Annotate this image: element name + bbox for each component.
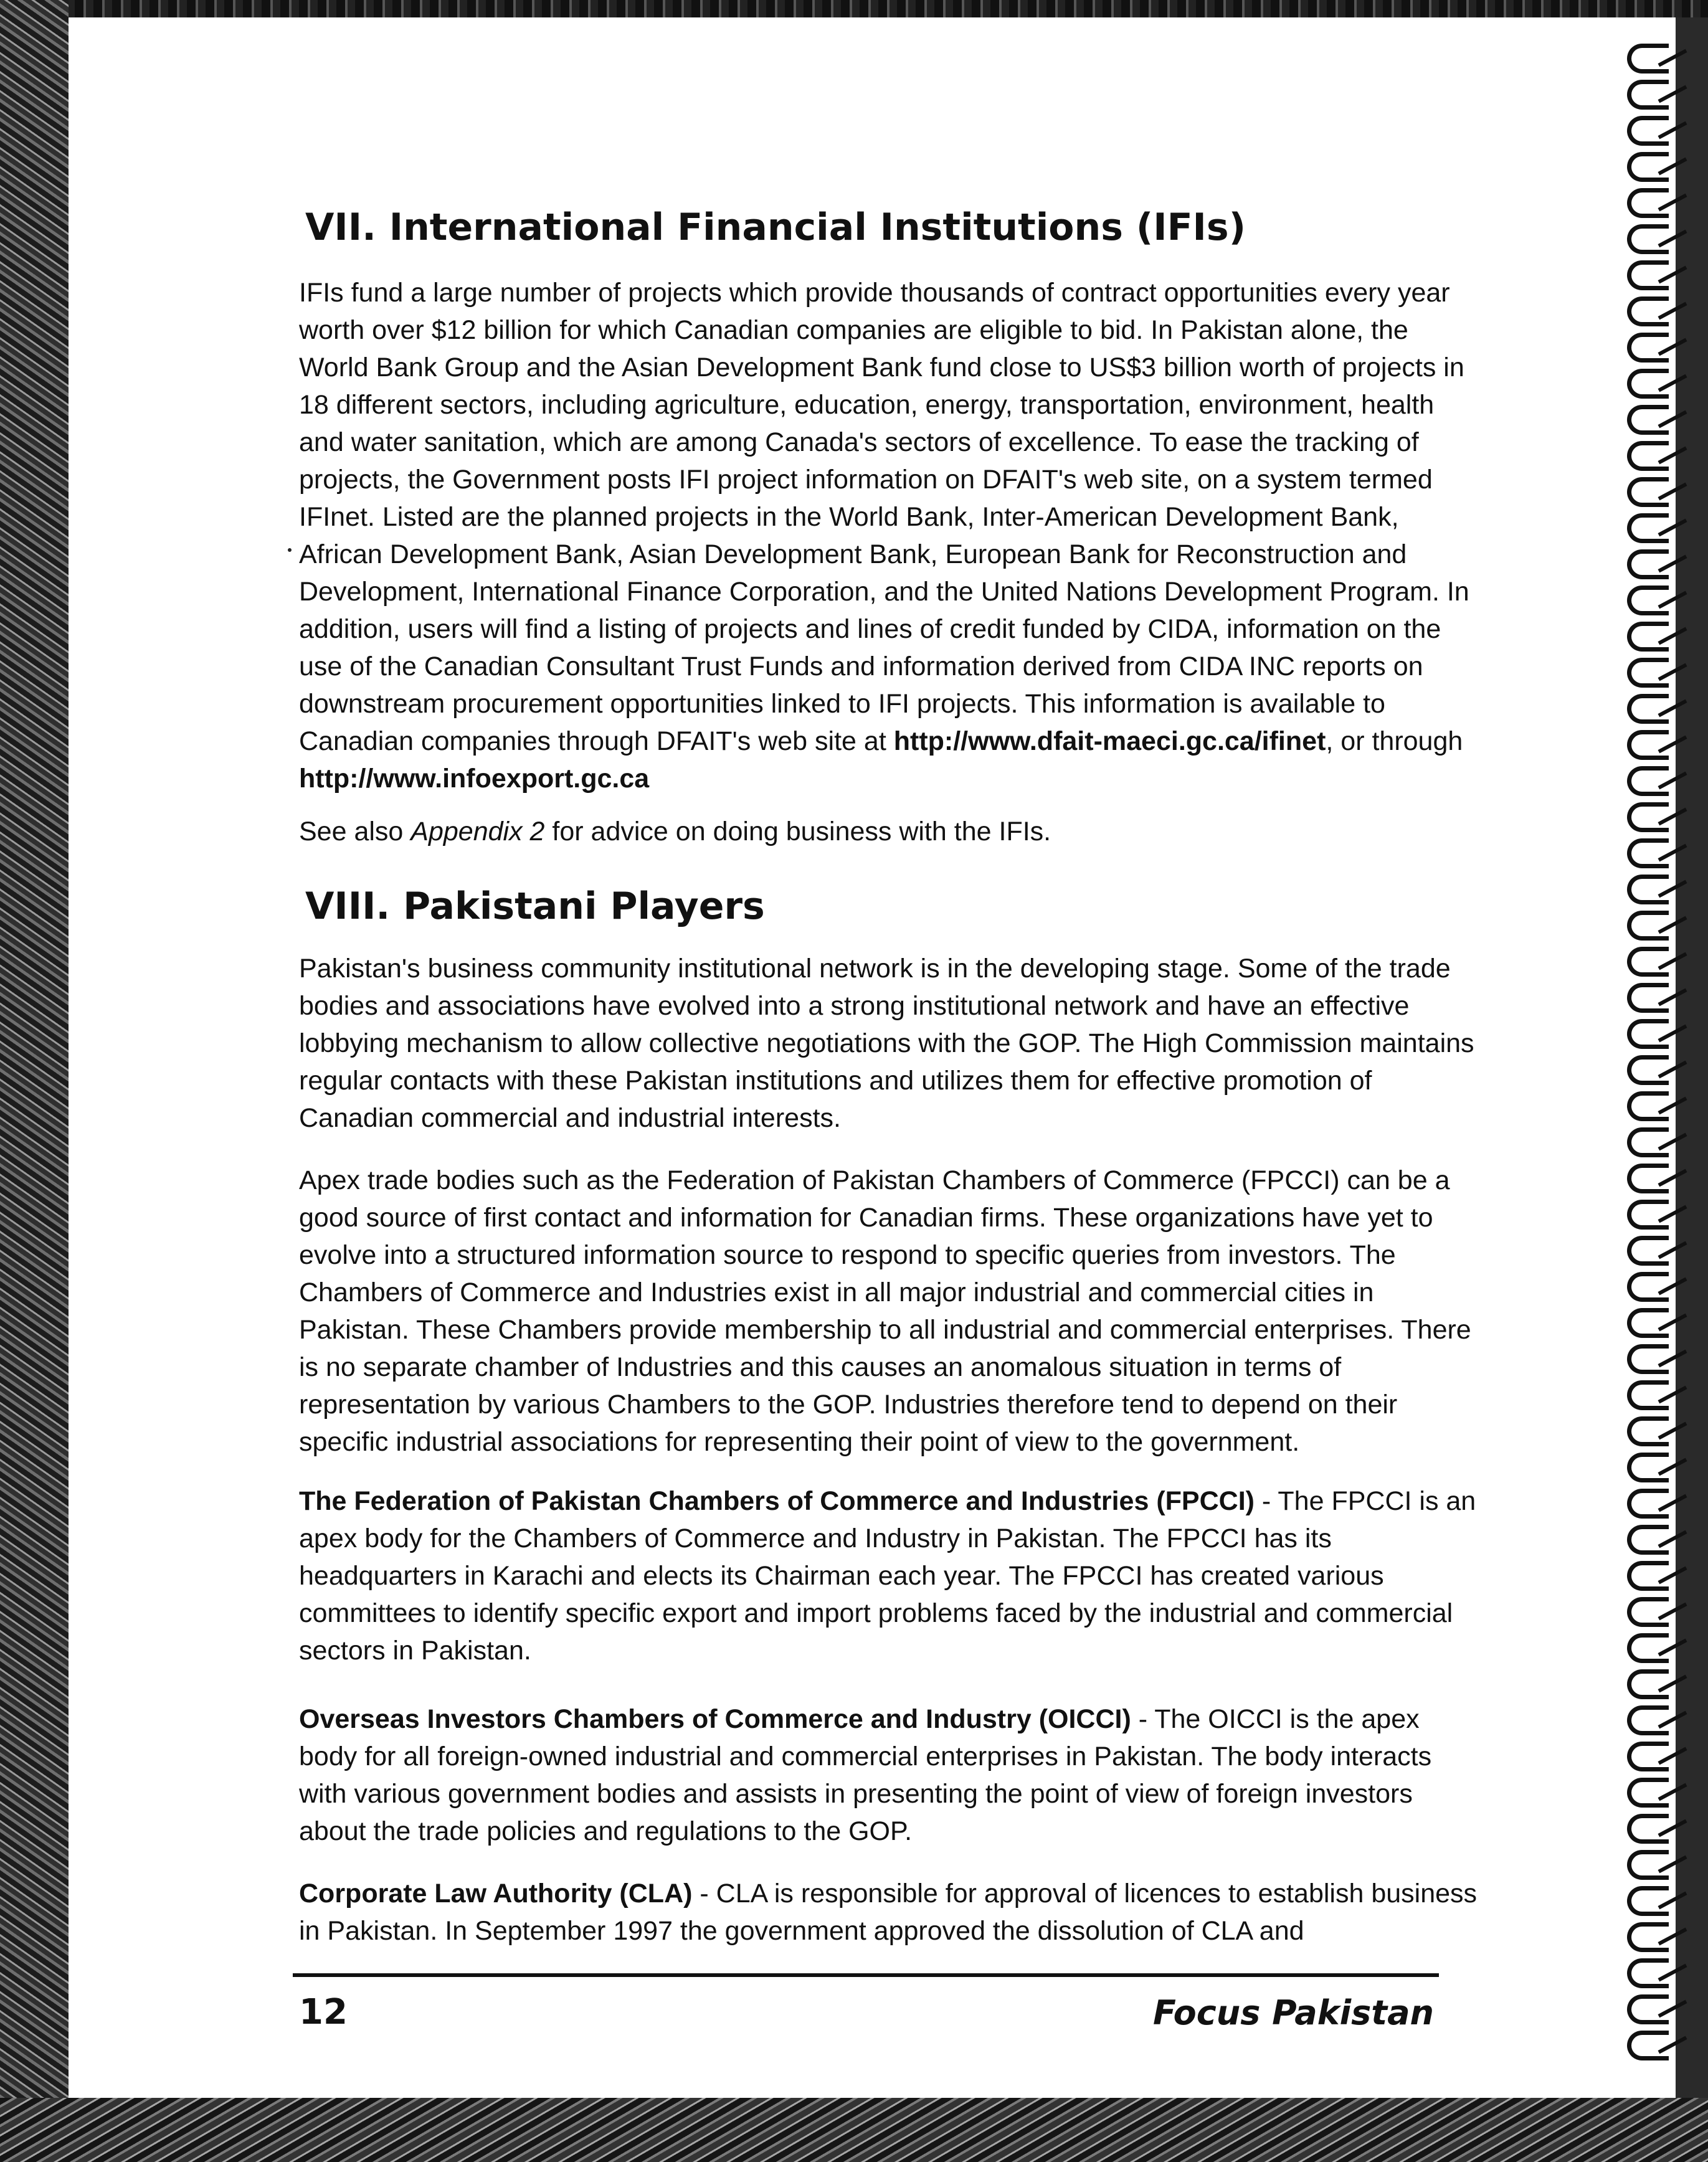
spiral-coil (1627, 1525, 1669, 1555)
section-heading-pakistani-players: VIII. Pakistani Players (305, 884, 765, 928)
ifi-see-also (299, 813, 1483, 850)
spiral-coil (1627, 1344, 1669, 1374)
spiral-coil (1627, 333, 1669, 363)
spiral-coil (1627, 1236, 1669, 1266)
spiral-coil (1627, 1091, 1669, 1121)
players-paragraph-1: Pakistan's business community institutional network is in the developing stage. Some of the trade bodies and associations have evolved into a strong institutional network and have an effective lobbying mechanism to allow collective negotiations with the GOP. The High Commission maintains regular contacts with these Pakistan institutions and utilizes them for effective promotion of Canadian commercial and industrial interests. (299, 954, 1474, 1133)
spiral-coil (1627, 1633, 1669, 1663)
spiral-coil (1627, 694, 1669, 724)
spiral-coil (1627, 1922, 1669, 1952)
spiral-coil (1627, 802, 1669, 832)
spiral-coil (1627, 1669, 1669, 1699)
spiral-coil (1627, 44, 1669, 73)
spiral-coil (1627, 658, 1669, 688)
spiral-coil (1627, 1019, 1669, 1049)
spiral-coil (1627, 188, 1669, 218)
spiral-coil (1627, 1416, 1669, 1446)
spiral-coil (1627, 730, 1669, 760)
publication-title: Focus Pakistan (1152, 1993, 1434, 2032)
spiral-coil (1627, 983, 1669, 1013)
spiral-coil (1627, 947, 1669, 977)
spiral-coil (1627, 766, 1669, 796)
spiral-coil (1627, 1994, 1669, 2024)
spiral-coil (1627, 1778, 1669, 1808)
spiral-coil (1627, 1814, 1669, 1844)
spiral-coil (1627, 1597, 1669, 1627)
spiral-binding (1608, 19, 1702, 2099)
spiral-coil (1627, 224, 1669, 254)
spiral-coil (1627, 586, 1669, 615)
spiral-coil (1627, 1308, 1669, 1338)
ifinet-link[interactable]: http://www.dfait-maeci.gc.ca/ifinet (893, 726, 1326, 756)
cla-text: - CLA is responsible for approval of licences to establish business in Pakistan. In September 1997 the government approved the dissolution of CLA and (299, 1879, 1478, 1946)
spiral-coil (1627, 369, 1669, 399)
spiral-coil (1627, 1453, 1669, 1482)
spiral-coil (1627, 152, 1669, 182)
spiral-coil (1627, 1127, 1669, 1157)
spiral-coil (1627, 477, 1669, 507)
fpcci-text: - The FPCCI is an apex body for the Chambers of Commerce and Industry in Pakistan. The FPCCI has its headquarters in Karachi and elects its Chairman each year. The FPCCI has created various committees to identify specific export and import problems faced by the industrial and commercial sectors in Pakistan. (299, 1486, 1476, 1666)
ifi-paragraph (299, 274, 1483, 797)
fpcci-term: The Federation of Pakistan Chambers of Commerce and Industries (FPCCI) (299, 1486, 1255, 1516)
scan-border-top (0, 0, 1708, 17)
spiral-coil (1627, 296, 1669, 326)
oicci-text: - The OICCI is the apex body for all foreign-owned industrial and commercial enterprises in Pakistan. The body interacts with various government bodies and assists in presenting the point of view of foreign investors about the trade policies and regulations to the GOP. (299, 1704, 1432, 1846)
footer-rule (293, 1973, 1439, 1977)
spiral-coil (1627, 1164, 1669, 1193)
see-also-suffix: for advice on doing business with the IFIs. (544, 817, 1051, 846)
cla-term: Corporate Law Authority (CLA) (299, 1879, 693, 1908)
fpcci-entry (299, 1482, 1483, 1669)
spiral-coil (1627, 260, 1669, 290)
spiral-coil (1627, 1380, 1669, 1410)
spiral-coil (1627, 1055, 1669, 1085)
spiral-coil (1627, 405, 1669, 435)
scan-border-left (0, 0, 69, 2162)
spiral-coil (1627, 1886, 1669, 1916)
spiral-coil (1627, 1958, 1669, 1988)
ifi-link-joiner: , or through (1326, 726, 1463, 756)
spiral-coil (1627, 441, 1669, 471)
oicci-term: Overseas Investors Chambers of Commerce and Industry (OICCI) (299, 1704, 1131, 1734)
spiral-coil (1627, 1561, 1669, 1591)
spiral-coil (1627, 1742, 1669, 1771)
spiral-coil (1627, 513, 1669, 543)
spiral-coil (1627, 911, 1669, 941)
spiral-coil (1627, 116, 1669, 146)
cla-entry (299, 1875, 1483, 1950)
spiral-coil (1627, 1705, 1669, 1735)
appendix-reference: Appendix 2 (410, 817, 545, 846)
oicci-entry (299, 1700, 1483, 1850)
spiral-coil (1627, 80, 1669, 110)
spiral-coil (1627, 875, 1669, 904)
spiral-coil (1627, 622, 1669, 652)
stray-mark (288, 548, 292, 552)
spiral-coil (1627, 2031, 1669, 2060)
ifi-paragraph-text: IFIs fund a large number of projects which provide thousands of contract opportunities every year worth over $12 billion for which Canadian companies are eligible to bid. In Pakistan alone, the World Bank Group and the Asian Development Bank fund close to US$3 billion worth of projects in 18 different sectors, including agriculture, education, energy, transportation, environment, health and water sanitation, which are among Canada's sectors of excellence. To ease the tracking of projects, the Government posts IFI project information on DFAIT's web site, on a system termed IFInet. Listed are the planned projects in the World Bank, Inter-American Development Bank, African Development Bank, Asian Development Bank, European Bank for Reconstruction and Development, International Finance Corporation, and the United Nations Development Program. In addition, users will find a listing of projects and lines of credit funded by CIDA, information on the use of the Canadian Consultant Trust Funds and information derived from CIDA INC reports on downstream procurement opportunities linked to IFI projects. This information is available to Canadian companies through DFAIT's web site at (299, 278, 1469, 756)
section-heading-ifis: VII. International Financial Institutions (IFIs) (305, 206, 1246, 249)
players-paragraph-2: Apex trade bodies such as the Federation of Pakistan Chambers of Commerce (FPCCI) can be a good source of first contact and information for Canadian firms. These organizations have yet to evolve into a structured information source to respond to specific queries from investors. The Chambers of Commerce and Industries exist in all major industrial and commercial cities in Pakistan. These Chambers provide membership to all industrial and commercial enterprises. There is no separate chamber of Industries and this causes an anomalous situation in terms of representation by various Chambers to the GOP. Industries therefore tend to depend on their specific industrial associations for representing their point of view to the government. (299, 1165, 1471, 1457)
spiral-coil (1627, 838, 1669, 868)
scan-border-bottom (0, 2098, 1708, 2162)
spiral-coil (1627, 1489, 1669, 1519)
infoexport-link[interactable]: http://www.infoexport.gc.ca (299, 764, 650, 794)
spiral-coil (1627, 549, 1669, 579)
see-also-prefix: See also (299, 817, 411, 846)
page-number: 12 (299, 1992, 348, 2032)
spiral-coil (1627, 1850, 1669, 1880)
spiral-coil (1627, 1200, 1669, 1230)
spiral-coil (1627, 1272, 1669, 1302)
